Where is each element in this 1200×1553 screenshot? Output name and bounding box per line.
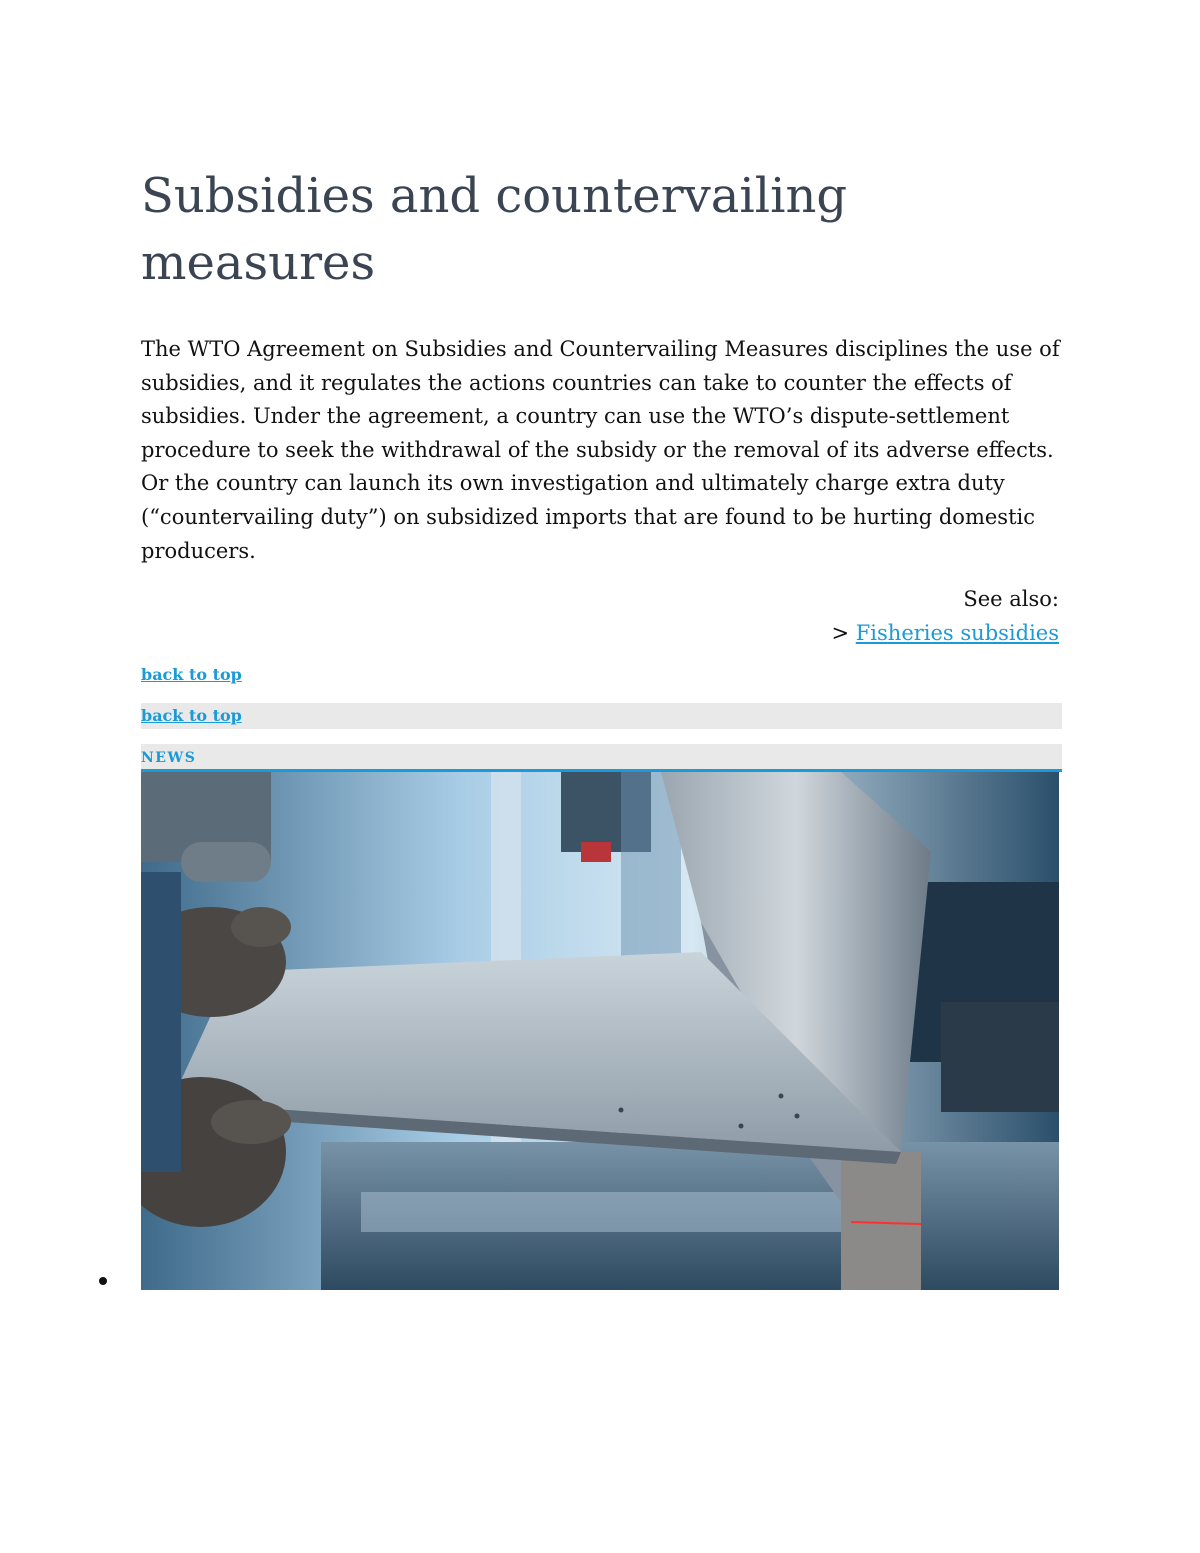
see-also-item — [141, 616, 1059, 650]
see-also-prefix: > — [831, 621, 850, 645]
factory-photo-icon — [141, 772, 1059, 1290]
list-bullet — [99, 1277, 107, 1285]
back-to-top-row — [141, 664, 242, 686]
page-title: Subsidies and countervailing measures — [141, 168, 848, 291]
back-to-top-link-2[interactable]: back to top — [141, 706, 242, 725]
back-to-top-bar — [141, 703, 1062, 729]
back-to-top-link[interactable]: back to top — [141, 665, 242, 684]
news-header-bar — [141, 744, 1062, 772]
news-tab[interactable]: NEWS — [141, 750, 197, 766]
see-also-block — [141, 582, 1059, 650]
intro-paragraph: The WTO Agreement on Subsidies and Countervailing Measures disciplines the use of subsidies, and it regulates the actions countries can take to counter the effects of subsidies. Under the agreement, a country can use the WTO’s dispute-settlement procedure to seek the withdrawal of the subsidy or the removal of its adverse effects. Or the country can launch its own investigation and ultimately charge extra duty (“countervailing duty”) on subsidized imports that are found to be hurting domestic producers. — [141, 337, 1060, 563]
see-also-label: See also: — [963, 587, 1059, 611]
fisheries-subsidies-link[interactable]: Fisheries subsidies — [855, 621, 1059, 645]
